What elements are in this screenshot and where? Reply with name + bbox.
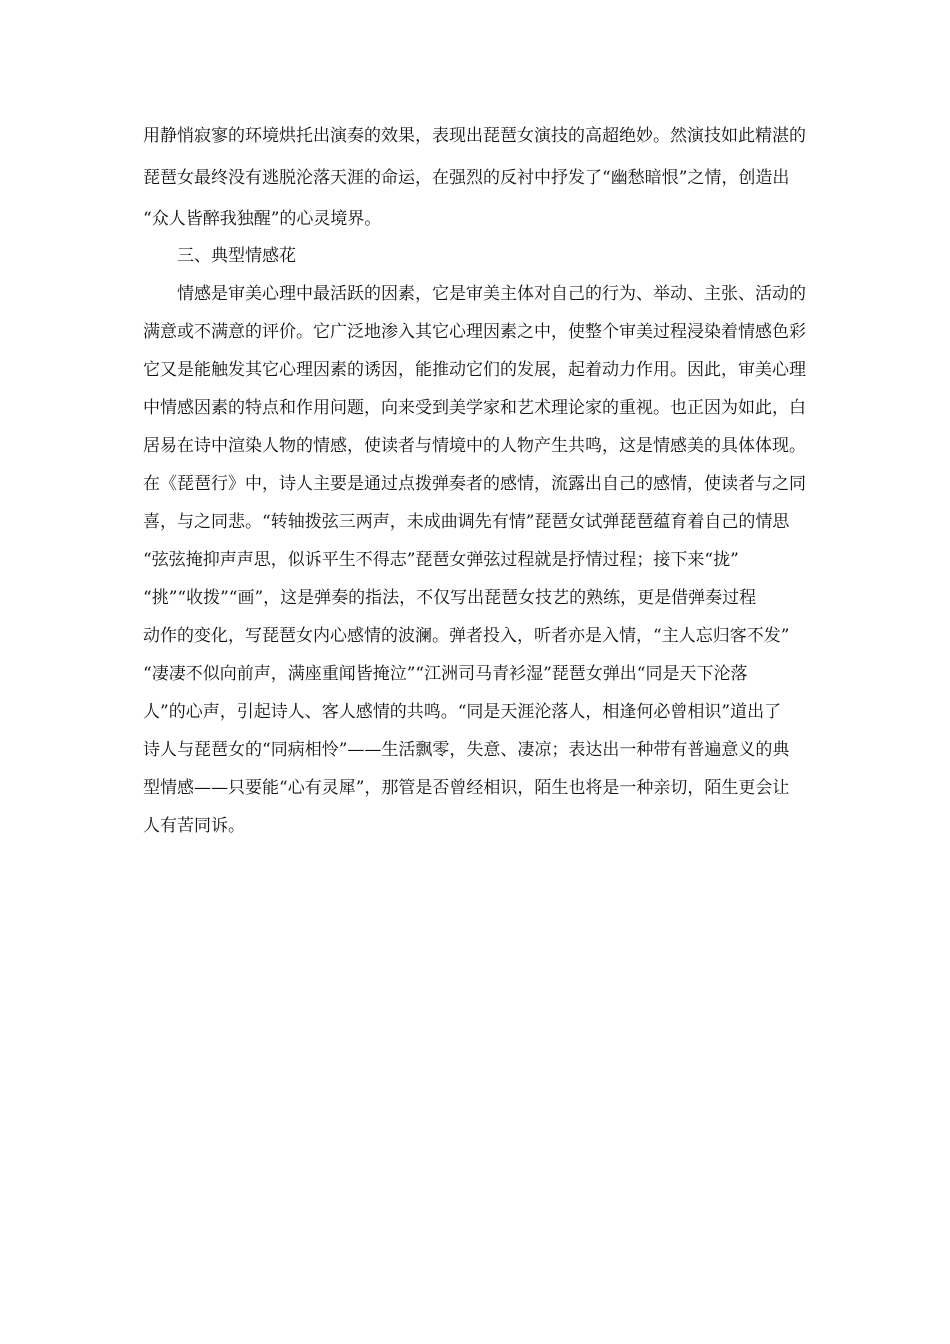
paragraph-line: 用静悄寂寥的环境烘托出演奏的效果，表现出琵琶女演技的高超绝妙。然演技如此精湛的 [143,126,806,146]
paragraph-line: 满意或不满意的评价。它广泛地渗入其它心理因素之中，使整个审美过程浸染着情感色彩 [143,322,806,342]
section-heading: 三、典型情感花 [177,246,296,266]
paragraph-line: 诗人与琵琶女的“同病相怜”——生活飘零，失意、凄凉；表达出一种带有普遍意义的典 [143,740,790,760]
paragraph-line: 中情感因素的特点和作用问题，向来受到美学家和艺术理论家的重视。也正因为如此，白 [143,398,806,418]
paragraph-line: 琵琶女最终没有逃脱沦落天涯的命运，在强烈的反衬中抒发了“幽愁暗恨”之情，创造出 [143,168,790,188]
paragraph-line: 人”的心声，引起诗人、客人感情的共鸣。“同是天涯沦落人，相逢何必曾相识”道出了 [143,702,782,722]
paragraph-line: “挑”“收拨”“画”，这是弹奏的指法，不仅写出琵琶女技艺的熟练，更是借弹奏过程 [143,588,757,608]
paragraph-line: 居易在诗中渲染人物的情感，使读者与情境中的人物产生共鸣，这是情感美的具体体现。 [143,436,806,456]
paragraph-line: 在《琵琶行》中，诗人主要是通过点拨弹奏者的感情，流露出自己的感情，使读者与之同 [143,474,806,494]
paragraph-line: 型情感——只要能“心有灵犀”，那管是否曾经相识，陌生也将是一种亲切，陌生更会让 [143,778,790,798]
paragraph-line: “众人皆醉我独醒”的心灵境界。 [143,209,382,229]
paragraph-line: “弦弦掩抑声声思，似诉平生不得志”琵琶女弹弦过程就是抒情过程；接下来“拢” [143,550,739,570]
paragraph-line: 人有苦同诉。 [143,816,245,836]
paragraph-line: 动作的变化，写琵琶女内心感情的波澜。弹者投入，听者亦是入情，“主人忘归客不发” [143,626,790,646]
paragraph-line: 它又是能触发其它心理因素的诱因，能推动它们的发展，起着动力作用。因此，审美心理 [143,360,806,380]
paragraph-line: 喜，与之同悲。“转轴拨弦三两声，未成曲调先有情”琵琶女试弹琵琶蕴育着自己的情思 [143,512,790,532]
paragraph-line: 情感是审美心理中最活跃的因素，它是审美主体对自己的行为、举动、主张、活动的 [177,284,806,304]
paragraph-line: “凄凄不似向前声，满座重闻皆掩泣”“江洲司马青衫湿”琵琶女弹出“同是天下沦落 [143,664,748,684]
